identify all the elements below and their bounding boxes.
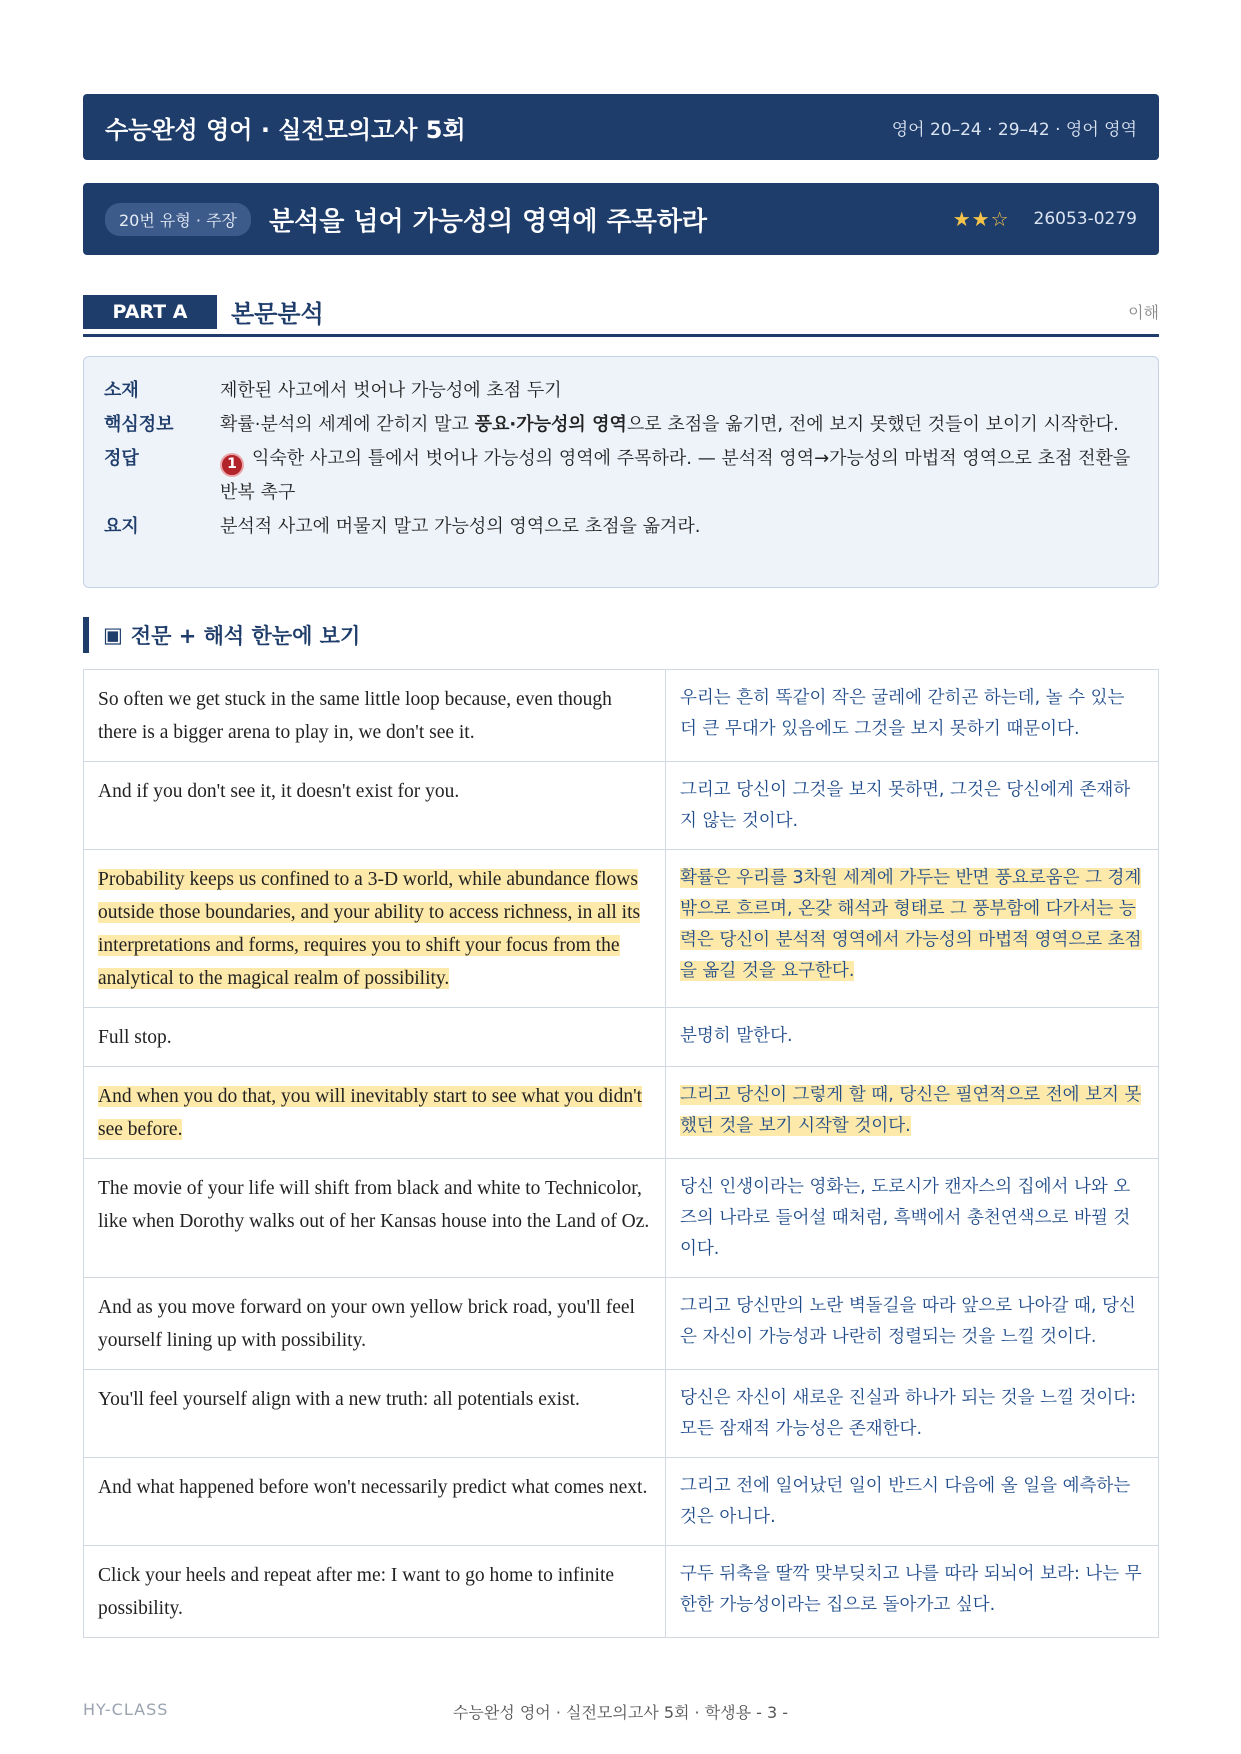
korean-translation: 우리는 흔히 똑같이 작은 굴레에 갇히곤 하는데, 놀 수 있는 더 큰 무대가 있음에도 그것을 보지 못하기 때문이다. [666, 670, 1159, 762]
translation-table [83, 669, 1159, 1638]
english-sentence: And if you don't see it, it doesn't exist for you. [84, 762, 666, 850]
summary-row-gist [104, 511, 1138, 542]
key-text-after: 으로 초점을 옮기면, 전에 보지 못했던 것들이 보이기 시작한다. [626, 414, 1119, 435]
part-label: PART A [83, 295, 217, 329]
english-sentence: So often we get stuck in the same little loop because, even though there is a bigger arena to play in, we don't see it. [84, 670, 666, 762]
topic-value: 제한된 사고에서 벗어나 가능성에 초점 두기 [220, 380, 562, 401]
table-row [84, 1370, 1159, 1458]
question-title: 분석을 넘어 가능성의 영역에 주목하라 [268, 206, 708, 237]
english-sentence: And as you move forward on your own yellow brick road, you'll feel yourself lining up with possibility. [84, 1278, 666, 1370]
english-sentence: You'll feel yourself align with a new truth: all potentials exist. [84, 1370, 666, 1458]
table-row [84, 1458, 1159, 1546]
table-row [84, 1067, 1159, 1159]
english-sentence-highlighted [84, 1067, 666, 1159]
korean-translation: 그리고 당신이 그것을 보지 못하면, 그것은 당신에게 존재하지 않는 것이다. [666, 762, 1159, 850]
english-sentence: Click your heels and repeat after me: I want to go home to infinite possibility. [84, 1546, 666, 1638]
part-header [83, 293, 1159, 337]
table-row [84, 1278, 1159, 1370]
top-banner [83, 94, 1159, 160]
korean-translation: 그리고 당신만의 노란 벽돌길을 따라 앞으로 나아갈 때, 당신은 자신이 가능성과 나란히 정렬되는 것을 느낄 것이다. [666, 1278, 1159, 1370]
english-sentence-highlighted [84, 850, 666, 1008]
summary-box [83, 356, 1159, 588]
key-text-bold: 풍요·가능성의 영역 [474, 414, 627, 435]
table-row [84, 762, 1159, 850]
korean-translation: 당신은 자신이 새로운 진실과 하나가 되는 것을 느낄 것이다: 모든 잠재적 가능성은 존재한다. [666, 1370, 1159, 1458]
document-meta: 영어 20–24 · 29–42 · 영어 영역 [891, 119, 1137, 140]
section-square-icon: ▣ [103, 623, 123, 647]
korean-translation-highlighted [666, 850, 1159, 1008]
key-value [220, 409, 1138, 440]
part-title: 본문분석 [231, 300, 324, 328]
document-title: 수능완성 영어 · 실전모의고사 5회 [105, 115, 466, 144]
footer-page-info: 수능완성 영어 · 실전모의고사 5회 · 학생용 - 3 - [452, 1703, 789, 1722]
question-banner [83, 183, 1159, 255]
korean-translation: 구두 뒤축을 딸깍 맞부딪치고 나를 따라 되뇌어 보라: 나는 무한한 가능성이라는 집으로 돌아가고 싶다. [666, 1546, 1159, 1638]
highlighted-english: And when you do that, you will inevitably start to see what you didn't see before. [98, 1086, 643, 1140]
answer-text: 익숙한 사고의 틀에서 벗어나 가능성의 영역에 주목하라. — 분석적 영역→가능성의 마법적 영역으로 초점 전환을 반복 촉구 [220, 448, 1131, 503]
question-code: 26053-0279 [1033, 209, 1137, 229]
english-sentence: Full stop. [84, 1008, 666, 1067]
question-type-tag: 20번 유형 · 주장 [105, 203, 251, 236]
footer-brand: HY-CLASS [83, 1700, 169, 1719]
highlighted-korean: 확률은 우리를 3차원 세계에 가두는 반면 풍요로움은 그 경계 밖으로 흐르며, 온갖 해석과 형태로 그 풍부함에 다가서는 능력은 당신이 분석적 영역에서 가능성의 마법적 영역으로 초점을 옮길 것을 요구한다. [680, 868, 1142, 981]
table-row [84, 670, 1159, 762]
table-row [84, 1546, 1159, 1638]
table-row [84, 850, 1159, 1008]
korean-translation: 그리고 전에 일어났던 일이 반드시 다음에 올 일을 예측하는 것은 아니다. [666, 1458, 1159, 1546]
gist-label: 요지 [104, 515, 139, 537]
korean-translation: 분명히 말한다. [666, 1008, 1159, 1067]
answer-value [220, 443, 1138, 508]
table-row [84, 1159, 1159, 1278]
korean-translation-highlighted [666, 1067, 1159, 1159]
difficulty-stars-icon: ★★☆ [952, 207, 1010, 231]
summary-row-topic [104, 375, 1138, 406]
section-title [83, 617, 360, 653]
korean-translation: 당신 인생이라는 영화는, 도로시가 캔자스의 집에서 나와 오즈의 나라로 들어설 때처럼, 흑백에서 총천연색으로 바뀔 것이다. [666, 1159, 1159, 1278]
summary-row-key [104, 409, 1138, 440]
highlighted-korean: 그리고 당신이 그렇게 할 때, 당신은 필연적으로 전에 보지 못했던 것을 보기 시작할 것이다. [680, 1085, 1142, 1136]
topic-label: 소재 [104, 380, 139, 401]
answer-label: 정답 [104, 448, 139, 469]
table-row [84, 1008, 1159, 1067]
key-label: 핵심정보 [104, 414, 174, 435]
english-sentence: The movie of your life will shift from black and white to Technicolor, like when Dorothy walks out of her Kansas house into the Land of Oz. [84, 1159, 666, 1278]
answer-number-icon: 1 [220, 453, 244, 477]
gist-value: 분석적 사고에 머물지 말고 가능성의 영역으로 초점을 옮겨라. [220, 515, 701, 537]
highlighted-english: Probability keeps us confined to a 3-D world, while abundance flows outside those boundaries, and your ability to access richness, in all its interpretations and forms, requires you to shift your focus from the analytical to the magical realm of possibility. [98, 869, 641, 989]
summary-row-answer [104, 443, 1138, 508]
key-text-before: 확률·분석의 세계에 갇히지 말고 [220, 414, 475, 435]
english-sentence: And what happened before won't necessarily predict what comes next. [84, 1458, 666, 1546]
section-title-text: 전문 + 해석 한눈에 보기 [130, 624, 361, 648]
part-subtitle: 이해 [1128, 303, 1159, 322]
